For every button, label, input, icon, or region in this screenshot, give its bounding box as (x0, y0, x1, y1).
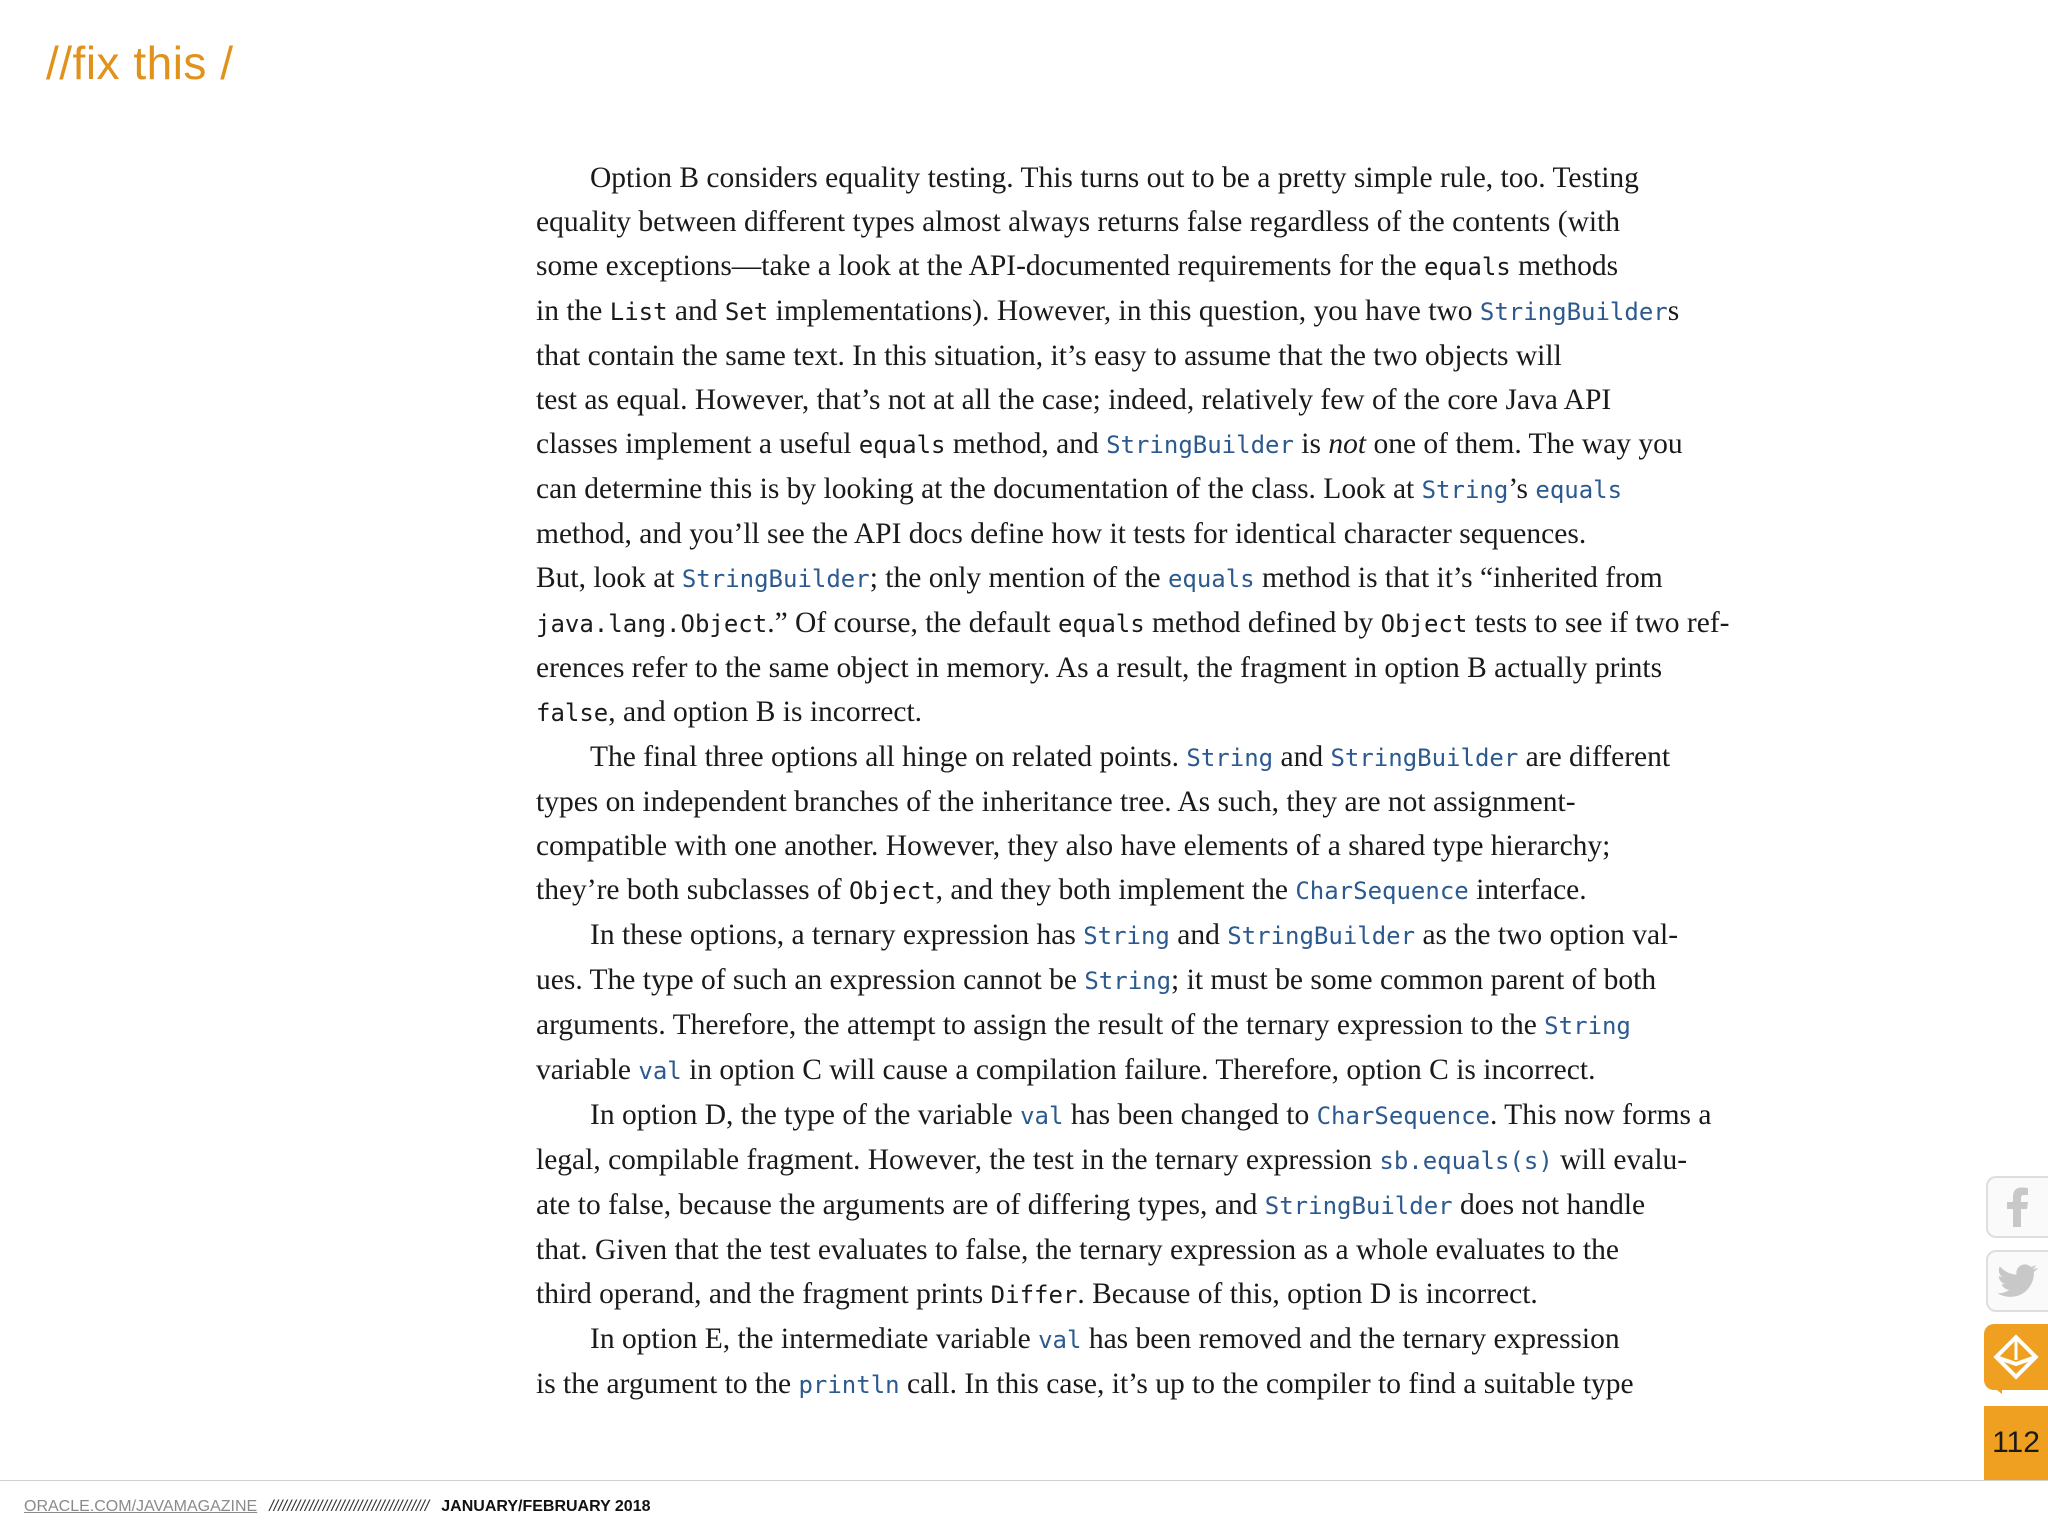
api-link[interactable]: String (1186, 744, 1274, 772)
footer-issue-date: JANUARY/FEBRUARY 2018 (441, 1498, 651, 1515)
api-link[interactable]: val (1038, 1326, 1082, 1354)
text-run: can determine this is by looking at the documentation of the class. Look at (536, 473, 1422, 505)
text-run: will evalu- (1552, 1144, 1688, 1176)
api-link[interactable]: String (1544, 1012, 1631, 1040)
text-run: as the two option val- (1415, 919, 1679, 951)
api-link[interactable]: val (1020, 1102, 1064, 1130)
text-line (536, 244, 1776, 289)
text-run: s (1667, 295, 1680, 327)
text-run: arguments. Therefore, the attempt to assign the result of the ternary expression to the (536, 1009, 1545, 1041)
email-icon (1993, 1334, 2039, 1380)
text-run: ’s (1508, 473, 1536, 505)
text-line (536, 467, 1776, 512)
text-line (536, 735, 1776, 780)
text-line (536, 378, 1776, 422)
inline-code: java.lang.Object (536, 610, 768, 638)
text-run: ues. The type of such an expression cannot be (536, 964, 1085, 996)
text-run: equality between different types almost always returns false regardless of the contents (with (536, 206, 1621, 238)
text-line (536, 1048, 1776, 1093)
text-run: tests to see if two ref- (1467, 607, 1730, 639)
footer (24, 1496, 651, 1518)
api-link[interactable]: equals (1535, 476, 1623, 504)
twitter-share-button[interactable] (1986, 1250, 2048, 1312)
text-run: method defined by (1144, 607, 1381, 639)
text-run: In option E, the intermediate variable (590, 1323, 1039, 1355)
text-run: compatible with one another. However, they also have elements of a shared type hierarchy; (536, 830, 1611, 862)
text-line (536, 1183, 1776, 1228)
footer-divider (0, 1480, 2048, 1481)
text-run: are different (1518, 741, 1671, 773)
text-run: methods (1510, 250, 1619, 282)
page-number: 112 (1984, 1406, 2048, 1480)
inline-code: equals (1057, 610, 1145, 638)
text-run: that contain the same text. In this situation, it’s easy to assume that the two objects will (536, 340, 1562, 372)
text-run: third operand, and the fragment prints (536, 1278, 991, 1310)
text-run: and (1273, 741, 1331, 773)
text-run: .” Of course, the default (767, 607, 1058, 639)
text-run: and (667, 295, 725, 327)
text-line (536, 780, 1776, 824)
inline-code: Differ (990, 1281, 1078, 1309)
email-button-tail (1984, 1380, 2002, 1394)
text-line (536, 1228, 1776, 1272)
text-run: in option C will cause a compilation failure. Therefore, option C is incorrect. (681, 1054, 1596, 1086)
text-run: method, and you’ll see the API docs define how it tests for identical character sequences. (536, 518, 1587, 550)
text-line (536, 601, 1776, 646)
text-run: call. In this case, it’s up to the compiler to find a suitable type (899, 1368, 1634, 1400)
text-run: , and option B is incorrect. (608, 696, 923, 728)
text-run: erences refer to the same object in memory. As a result, the fragment in option B actually prints (536, 652, 1663, 684)
text-run: ; the only mention of the (869, 562, 1168, 594)
text-run: Option B considers equality testing. This turns out to be a pretty simple rule, too. Testing (590, 162, 1639, 194)
text-line (536, 422, 1776, 467)
text-run: interface. (1468, 874, 1587, 906)
text-run: is the argument to the (536, 1368, 799, 1400)
text-run: . Because of this, option D is incorrect. (1077, 1278, 1538, 1310)
text-line (536, 1138, 1776, 1183)
api-link[interactable]: CharSequence (1295, 877, 1469, 905)
text-line (536, 289, 1776, 334)
article-body (536, 156, 1776, 1407)
footer-slashes: //////////////////////////////////// (269, 1498, 430, 1515)
inline-code: Object (848, 877, 936, 905)
facebook-icon (2001, 1187, 2035, 1227)
text-line (536, 156, 1776, 200)
text-line (536, 868, 1776, 913)
text-run: . This now forms a (1489, 1099, 1712, 1131)
text-line (536, 1317, 1776, 1362)
text-line (536, 958, 1776, 1003)
api-link[interactable]: StringBuilder (681, 565, 870, 593)
emphasis: not (1328, 428, 1367, 460)
inline-code: List (609, 298, 668, 326)
text-line (536, 512, 1776, 556)
twitter-icon (1998, 1264, 2038, 1298)
api-link[interactable]: StringBuilder (1479, 298, 1668, 326)
api-link[interactable]: String (1083, 922, 1170, 950)
section-title: //fix this / (46, 37, 234, 89)
text-line (536, 1272, 1776, 1317)
text-run: has been removed and the ternary expression (1081, 1323, 1620, 1355)
api-link[interactable]: StringBuilder (1330, 744, 1519, 772)
text-line (536, 646, 1776, 690)
footer-site-link[interactable]: ORACLE.COM/JAVAMAGAZINE (24, 1498, 258, 1515)
text-run: test as equal. However, that’s not at all the case; indeed, relatively few of the core Java API (536, 384, 1612, 416)
api-link[interactable]: println (798, 1371, 900, 1399)
inline-code: false (536, 699, 609, 727)
text-run: In these options, a ternary expression has (590, 919, 1084, 951)
text-line (536, 200, 1776, 244)
api-link[interactable]: CharSequence (1316, 1102, 1490, 1130)
inline-code: Object (1380, 610, 1468, 638)
text-run: , and they both implement the (935, 874, 1296, 906)
text-run: method is that it’s “inherited from (1254, 562, 1663, 594)
text-line (536, 1003, 1776, 1048)
api-link[interactable]: StringBuilder (1227, 922, 1416, 950)
inline-code: equals (1424, 253, 1511, 281)
text-line (536, 690, 1776, 735)
text-run: classes implement a useful (536, 428, 859, 460)
text-line (536, 556, 1776, 601)
api-link[interactable]: val (638, 1057, 682, 1085)
text-run: in the (536, 295, 610, 327)
facebook-share-button[interactable] (1986, 1176, 2048, 1238)
text-run: and (1169, 919, 1228, 951)
api-link[interactable]: String (1084, 967, 1172, 995)
text-run: The final three options all hinge on related points. (590, 741, 1187, 773)
api-link[interactable]: StringBuilder (1106, 431, 1294, 459)
text-run: ate to false, because the arguments are of differing types, and (536, 1189, 1265, 1221)
api-link[interactable]: equals (1167, 565, 1255, 593)
text-line (536, 824, 1776, 868)
text-run: one of them. The way you (1366, 428, 1683, 460)
api-link[interactable]: String (1421, 476, 1509, 504)
api-link[interactable]: StringBuilder (1264, 1192, 1453, 1220)
text-run: that. Given that the test evaluates to false, the ternary expression as a whole evaluates to the (536, 1234, 1619, 1266)
text-run: implementations). However, in this question, you have two (768, 295, 1480, 327)
text-run: ; it must be some common parent of both (1171, 964, 1657, 996)
text-run: some exceptions—take a look at the API-documented requirements for the (536, 250, 1425, 282)
text-line (536, 913, 1776, 958)
text-line (536, 334, 1776, 378)
text-line (536, 1093, 1776, 1138)
text-run: In option D, the type of the variable (590, 1099, 1021, 1131)
inline-code: equals (858, 431, 946, 459)
api-link[interactable]: sb.equals(s) (1379, 1147, 1553, 1175)
text-run: variable (536, 1054, 639, 1086)
text-run: is (1293, 428, 1329, 460)
inline-code: Set (724, 298, 769, 326)
text-run: does not handle (1452, 1189, 1646, 1221)
text-line (536, 1362, 1776, 1407)
text-run: method, and (945, 428, 1107, 460)
text-run: types on independent branches of the inheritance tree. As such, they are not assignment- (536, 786, 1576, 818)
text-run: legal, compilable fragment. However, the test in the ternary expression (536, 1144, 1380, 1176)
text-run: has been changed to (1063, 1099, 1317, 1131)
text-run: But, look at (536, 562, 682, 594)
text-run: they’re both subclasses of (536, 874, 849, 906)
